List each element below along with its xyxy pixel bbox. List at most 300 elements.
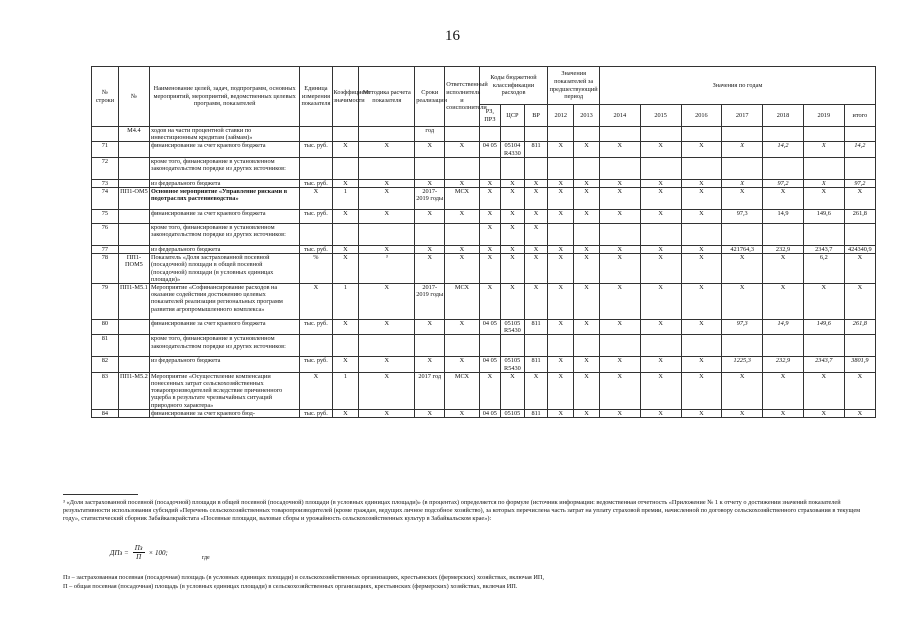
formula-fraction (133, 544, 145, 561)
cell-method: X (359, 179, 415, 187)
cell-unit: тыс. руб. (300, 210, 332, 224)
cell-y16: X (681, 372, 722, 409)
cell-coef: X (332, 409, 359, 417)
cell-method: X (359, 210, 415, 224)
header-year-2014: 2014 (599, 105, 640, 127)
cell-no (118, 179, 149, 187)
cell-p12: X (548, 357, 574, 372)
cell-y18: X (763, 254, 804, 284)
cell-p13: X (574, 179, 600, 187)
cell-tot: X (844, 188, 875, 210)
cell-y18: 14,9 (763, 210, 804, 224)
header-year-2015: 2015 (640, 105, 681, 127)
cell-rz: 04 05 (479, 409, 500, 417)
cell-name: кроме того, финансирование в установленном законодательством порядке из других источников: (149, 224, 299, 246)
cell-vr (524, 127, 548, 142)
header-coef: Коэффициент значимости (332, 67, 359, 127)
cell-no (118, 157, 149, 179)
cell-y19 (803, 157, 844, 179)
cell-p13: X (574, 320, 600, 335)
cell-y14: X (599, 179, 640, 187)
table-row (92, 246, 876, 254)
header-method: Методика расчета показателя (359, 67, 415, 127)
cell-vr: X (524, 188, 548, 210)
cell-y15 (640, 157, 681, 179)
cell-n: 72 (92, 157, 119, 179)
cell-n: 83 (92, 372, 119, 409)
cell-method: X (359, 142, 415, 157)
cell-n: 77 (92, 246, 119, 254)
cell-y19: 2343,7 (803, 357, 844, 372)
cell-method: X (359, 357, 415, 372)
cell-y15 (640, 224, 681, 246)
cell-n: 81 (92, 335, 119, 357)
cell-y15: X (640, 210, 681, 224)
cell-coef: 1 (332, 284, 359, 320)
cell-y19: 149,6 (803, 320, 844, 335)
cell-name: Основное мероприятие «Управление рисками в подотраслях растениеводства» (149, 188, 299, 210)
cell-y19: X (803, 372, 844, 409)
cell-y15: X (640, 284, 681, 320)
header-unit: Единица измерения показателя (300, 67, 332, 127)
cell-resp (445, 335, 479, 357)
cell-term: X (415, 246, 445, 254)
header-vr: ВР (524, 105, 548, 127)
cell-rz: X (479, 210, 500, 224)
cell-vr: X (524, 254, 548, 284)
cell-p13: X (574, 246, 600, 254)
cell-term: X (415, 142, 445, 157)
header-prev-period: Значения показателей за предшествующий период (548, 67, 600, 105)
cell-y16: X (681, 210, 722, 224)
cell-name: из федерального бюджета (149, 246, 299, 254)
cell-y16: X (681, 254, 722, 284)
cell-unit (300, 224, 332, 246)
cell-unit (300, 335, 332, 357)
cell-n: 75 (92, 210, 119, 224)
cell-name: финансирование за счет краевого бюд- (149, 409, 299, 417)
cell-p13 (574, 224, 600, 246)
cell-resp: МСХ (445, 188, 479, 210)
cell-p12 (548, 335, 574, 357)
cell-p12: X (548, 246, 574, 254)
cell-n: 73 (92, 179, 119, 187)
cell-y15: X (640, 372, 681, 409)
cell-term: 2017-2019 годы (415, 284, 445, 320)
cell-vr: X (524, 210, 548, 224)
cell-unit: тыс. руб. (300, 357, 332, 372)
cell-y14 (599, 127, 640, 142)
cell-y18: 232,9 (763, 357, 804, 372)
cell-y16: X (681, 320, 722, 335)
cell-unit: тыс. руб. (300, 142, 332, 157)
cell-rz: X (479, 246, 500, 254)
cell-no (118, 246, 149, 254)
header-no: № (118, 67, 149, 127)
cell-n: 84 (92, 409, 119, 417)
cell-tot: 261,8 (844, 320, 875, 335)
cell-p12: X (548, 372, 574, 409)
cell-method: X (359, 188, 415, 210)
cell-y17: X (722, 372, 763, 409)
cell-y14: X (599, 188, 640, 210)
cell-coef (332, 335, 359, 357)
table-row (92, 142, 876, 157)
cell-rz: X (479, 224, 500, 246)
cell-y18: 232,9 (763, 246, 804, 254)
cell-y17: X (722, 409, 763, 417)
cell-resp: МСХ (445, 372, 479, 409)
cell-name: Мероприятие «Софинансирование расходов на оказание содействия достижению целевых показателей реализации региональных программ развития агропромышленного комплекса» (149, 284, 299, 320)
cell-csr: X (501, 188, 525, 210)
cell-csr (501, 157, 525, 179)
cell-method: X (359, 372, 415, 409)
cell-csr (501, 127, 525, 142)
cell-tot: X (844, 372, 875, 409)
cell-coef (332, 224, 359, 246)
cell-y14: X (599, 372, 640, 409)
cell-y19: X (803, 142, 844, 157)
cell-y17: 1225,3 (722, 357, 763, 372)
cell-name: из федерального бюджета (149, 357, 299, 372)
cell-p13: X (574, 372, 600, 409)
cell-p12: X (548, 142, 574, 157)
cell-y16: X (681, 246, 722, 254)
formula-tail: × 100; (148, 548, 168, 557)
cell-csr: X (501, 246, 525, 254)
cell-csr: X (501, 284, 525, 320)
cell-vr: 811 (524, 320, 548, 335)
cell-p13: X (574, 142, 600, 157)
table-row (92, 157, 876, 179)
cell-y14: X (599, 357, 640, 372)
header-year-2019: 2019 (803, 105, 844, 127)
cell-y15: X (640, 409, 681, 417)
cell-y19 (803, 224, 844, 246)
cell-y18 (763, 127, 804, 142)
cell-rz (479, 157, 500, 179)
cell-p13 (574, 335, 600, 357)
cell-tot: 97,2 (844, 179, 875, 187)
cell-tot (844, 157, 875, 179)
header-year-2016: 2016 (681, 105, 722, 127)
cell-method (359, 335, 415, 357)
cell-coef: X (332, 246, 359, 254)
cell-y17: X (722, 188, 763, 210)
cell-p12: X (548, 179, 574, 187)
table-row (92, 188, 876, 210)
cell-vr: X (524, 372, 548, 409)
header-year-2018: 2018 (763, 105, 804, 127)
cell-tot: 424340,9 (844, 246, 875, 254)
cell-y18 (763, 335, 804, 357)
cell-rz: X (479, 254, 500, 284)
cell-y14: X (599, 142, 640, 157)
cell-coef: X (332, 320, 359, 335)
cell-y18: 14,9 (763, 320, 804, 335)
cell-coef: X (332, 210, 359, 224)
cell-y14: X (599, 210, 640, 224)
cell-resp: X (445, 254, 479, 284)
cell-unit: тыс. руб. (300, 320, 332, 335)
cell-resp (445, 157, 479, 179)
explanation-pz: Пз – застрахованная посевная (посадочная) площадь (в условных единицах площади) в сельскохозяйственных организациях, крестьянских (фермерских) хозяйствах, включая ИП, (63, 574, 545, 581)
cell-no: ПП1-ПОМ5 (118, 254, 149, 284)
cell-y15: X (640, 246, 681, 254)
cell-p13: X (574, 254, 600, 284)
header-name: Наименование целей, задач, подпрограмм, основных мероприятий, мероприятий, ведомственных целевых программ, показателей (149, 67, 299, 127)
cell-name: кроме того, финансирование в установленном законодательством порядке из других источников: (149, 157, 299, 179)
table-row (92, 284, 876, 320)
cell-y16: X (681, 188, 722, 210)
cell-method (359, 127, 415, 142)
table-body (92, 127, 876, 418)
cell-csr: 05105 R5430 (501, 357, 525, 372)
cell-name: кроме того, финансирование в установленном законодательством порядке из других источников: (149, 335, 299, 357)
cell-vr: X (524, 284, 548, 320)
cell-rz: X (479, 372, 500, 409)
cell-term (415, 157, 445, 179)
cell-coef: X (332, 142, 359, 157)
cell-tot: X (844, 409, 875, 417)
cell-vr (524, 335, 548, 357)
cell-tot: X (844, 254, 875, 284)
cell-y14: X (599, 409, 640, 417)
cell-term: X (415, 409, 445, 417)
cell-y14 (599, 335, 640, 357)
table-row (92, 127, 876, 142)
cell-y18: X (763, 409, 804, 417)
cell-name: финансирование за счет краевого бюджета (149, 320, 299, 335)
cell-y17: X (722, 179, 763, 187)
cell-coef: X (332, 179, 359, 187)
cell-y16: X (681, 179, 722, 187)
cell-y17: X (722, 142, 763, 157)
cell-n: 78 (92, 254, 119, 284)
cell-y19: X (803, 188, 844, 210)
cell-y18 (763, 224, 804, 246)
header-budget-codes: Коды бюджетной классификации расходов (479, 67, 548, 105)
footnote-divider (63, 494, 138, 495)
cell-y16 (681, 224, 722, 246)
cell-p13: X (574, 284, 600, 320)
cell-unit: X (300, 372, 332, 409)
cell-resp (445, 224, 479, 246)
cell-term: 2017-2019 годы (415, 188, 445, 210)
cell-resp: X (445, 409, 479, 417)
table-row (92, 224, 876, 246)
cell-vr: X (524, 246, 548, 254)
cell-csr: 05105 R5430 (501, 320, 525, 335)
cell-y19: 149,6 (803, 210, 844, 224)
cell-y18: X (763, 188, 804, 210)
cell-no: ПП1-М5.1 (118, 284, 149, 320)
cell-method: X (359, 246, 415, 254)
cell-csr: X (501, 254, 525, 284)
cell-no (118, 142, 149, 157)
formula-where: где (201, 554, 210, 561)
cell-unit: % (300, 254, 332, 284)
cell-y15: X (640, 179, 681, 187)
cell-y18: X (763, 372, 804, 409)
cell-method (359, 224, 415, 246)
cell-method: ³ (359, 254, 415, 284)
cell-term: 2017 год (415, 372, 445, 409)
cell-name: Мероприятие «Осуществление компенсации понесенных затрат сельскохозяйственных товаропроизводителей вследствие причиненного ущерба в результате чрезвычайных ситуаций природного характера» (149, 372, 299, 409)
cell-y16: X (681, 409, 722, 417)
header-years-group: Значения по годам (599, 67, 875, 105)
cell-p13 (574, 157, 600, 179)
cell-unit: X (300, 188, 332, 210)
cell-term: X (415, 320, 445, 335)
cell-resp: X (445, 320, 479, 335)
cell-y18 (763, 157, 804, 179)
cell-vr: 811 (524, 409, 548, 417)
cell-p12: X (548, 188, 574, 210)
cell-unit (300, 157, 332, 179)
cell-n: 76 (92, 224, 119, 246)
cell-p12: X (548, 320, 574, 335)
header-year-2013: 2013 (574, 105, 600, 127)
cell-p13: X (574, 357, 600, 372)
cell-vr: X (524, 224, 548, 246)
cell-y18: 14,2 (763, 142, 804, 157)
cell-resp: X (445, 179, 479, 187)
cell-y14: X (599, 246, 640, 254)
cell-p13: X (574, 188, 600, 210)
cell-no (118, 224, 149, 246)
cell-coef: 1 (332, 372, 359, 409)
table-row (92, 210, 876, 224)
cell-rz: 04 05 (479, 142, 500, 157)
cell-n (92, 127, 119, 142)
cell-p13 (574, 127, 600, 142)
cell-csr: X (501, 179, 525, 187)
table-row (92, 409, 876, 417)
cell-unit: X (300, 284, 332, 320)
cell-no (118, 357, 149, 372)
cell-coef: 1 (332, 188, 359, 210)
cell-no (118, 210, 149, 224)
formula-denominator: П (136, 553, 142, 561)
cell-csr (501, 335, 525, 357)
cell-p12: X (548, 254, 574, 284)
cell-vr: X (524, 179, 548, 187)
cell-y15: X (640, 142, 681, 157)
cell-coef: X (332, 254, 359, 284)
cell-p12 (548, 157, 574, 179)
cell-y19 (803, 335, 844, 357)
cell-y17 (722, 224, 763, 246)
cell-p13: X (574, 409, 600, 417)
header-row-1 (92, 67, 876, 105)
cell-term: X (415, 179, 445, 187)
cell-term: X (415, 357, 445, 372)
cell-resp: X (445, 246, 479, 254)
cell-name: финансирование за счет краевого бюджета (149, 210, 299, 224)
cell-y19: 6,2 (803, 254, 844, 284)
cell-y14 (599, 224, 640, 246)
cell-y16: X (681, 357, 722, 372)
cell-csr: X (501, 372, 525, 409)
cell-coef (332, 127, 359, 142)
cell-csr: X (501, 224, 525, 246)
cell-unit: тыс. руб. (300, 246, 332, 254)
cell-coef (332, 157, 359, 179)
cell-n: 79 (92, 284, 119, 320)
cell-rz: X (479, 284, 500, 320)
header-total: итого (844, 105, 875, 127)
cell-n: 74 (92, 188, 119, 210)
cell-y15: X (640, 357, 681, 372)
cell-name: финансирование за счет краевого бюджета (149, 142, 299, 157)
cell-no (118, 409, 149, 417)
header-term: Сроки реализации (415, 67, 445, 127)
cell-tot: 261,8 (844, 210, 875, 224)
page-number: 16 (445, 28, 460, 44)
cell-no: М4.4 (118, 127, 149, 142)
cell-method: X (359, 284, 415, 320)
table-row (92, 320, 876, 335)
cell-n: 82 (92, 357, 119, 372)
cell-csr: 05105 (501, 409, 525, 417)
cell-y17: 97,3 (722, 320, 763, 335)
cell-method (359, 157, 415, 179)
cell-y19 (803, 127, 844, 142)
cell-p12: X (548, 409, 574, 417)
cell-y14: X (599, 284, 640, 320)
table-row (92, 357, 876, 372)
cell-rz: X (479, 188, 500, 210)
cell-y14: X (599, 254, 640, 284)
cell-y15 (640, 127, 681, 142)
cell-y17: 97,3 (722, 210, 763, 224)
cell-tot (844, 335, 875, 357)
cell-tot: 14,2 (844, 142, 875, 157)
cell-p12: X (548, 210, 574, 224)
cell-y18: X (763, 284, 804, 320)
cell-y17 (722, 335, 763, 357)
formula-numerator: Пз (134, 544, 143, 552)
cell-p12 (548, 224, 574, 246)
cell-y17 (722, 127, 763, 142)
cell-term: X (415, 254, 445, 284)
cell-rz: X (479, 179, 500, 187)
formula-lhs: ДПз = (110, 548, 129, 557)
cell-unit (300, 127, 332, 142)
cell-vr: 811 (524, 357, 548, 372)
cell-y16: X (681, 142, 722, 157)
cell-y18: 97,2 (763, 179, 804, 187)
header-resp: Ответственный исполнитель и соисполнители (445, 67, 479, 127)
header-rz: РЗ, ПРЗ (479, 105, 500, 127)
cell-name: Показатель «Доля застрахованной посевной (посадочной) площади в общей посевной (посадочной) площади (в условных единицах площади)» (149, 254, 299, 284)
cell-y14 (599, 157, 640, 179)
cell-p12 (548, 127, 574, 142)
cell-n: 71 (92, 142, 119, 157)
cell-unit: тыс. руб. (300, 409, 332, 417)
cell-p12: X (548, 284, 574, 320)
cell-rz (479, 335, 500, 357)
cell-term: X (415, 210, 445, 224)
cell-term (415, 335, 445, 357)
header-year-2017: 2017 (722, 105, 763, 127)
cell-n: 80 (92, 320, 119, 335)
table-row (92, 335, 876, 357)
cell-tot (844, 127, 875, 142)
cell-tot: 3801,9 (844, 357, 875, 372)
cell-y15: X (640, 188, 681, 210)
